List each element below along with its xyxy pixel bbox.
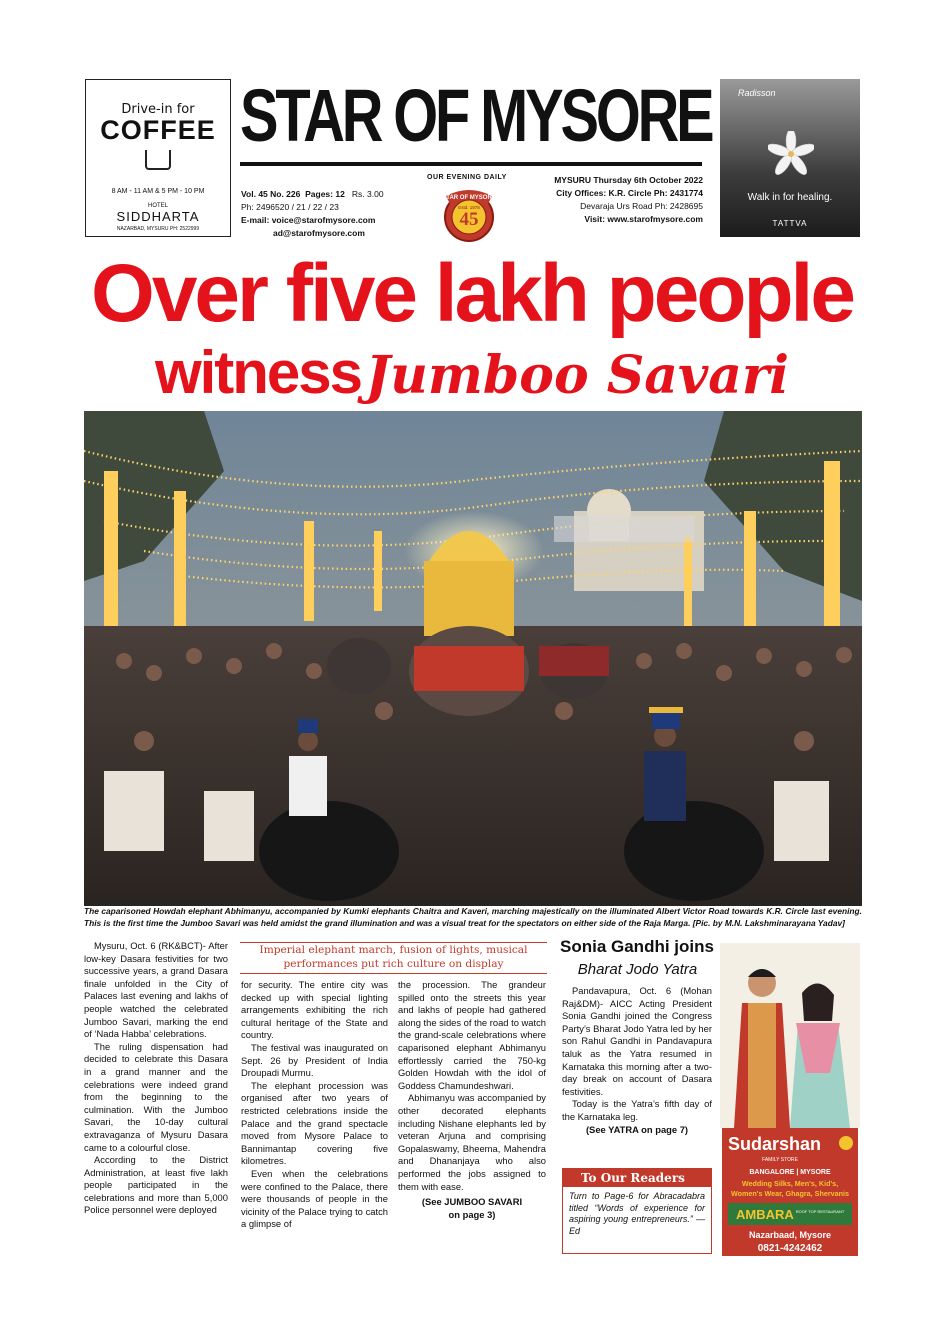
ad-hotel-address: NAZARBAD, MYSURU PH: 2522999 xyxy=(116,226,200,232)
story-paragraph: Abhimanyu was accompanied by other decorated elephants including Nishane elephants led by veteran Arjuna and comprising Gopalaswamy, Bheema, Mahendra and Dhananjaya who also performed the jobs assigned to them with ease. xyxy=(398,1092,546,1192)
issue-info xyxy=(241,188,431,240)
sudarshan-ad[interactable] xyxy=(720,943,860,1258)
sonia-jump-link[interactable]: (See YATRA on page 7) xyxy=(585,1123,689,1135)
photo-caption: The caparisoned Howdah elephant Abhimanyu, accompanied by Kumki elephants Chaitra and Kaveri, marching majestically on the illuminated Albert Victor Road towards K.R. Circle last evening. This is the first time the Jumboo Savari was held amidst the grand illumination and was a visual treat for the spectators on either side of the Raja Marga. [Pic. by M.N. Lakshminarayana Yadav] xyxy=(84,906,862,928)
anniversary-logo xyxy=(432,184,506,246)
price: Rs. 3.00 xyxy=(351,189,384,199)
jump-text-2: on page 3) xyxy=(448,1208,496,1220)
coffee-cup-icon xyxy=(145,150,171,170)
ambara-name: AMBARA xyxy=(736,1207,794,1222)
logo-top-text: STAR OF MYSORE xyxy=(442,195,496,201)
tagline: OUR EVENING DAILY xyxy=(427,174,507,181)
story-column-1 xyxy=(84,940,228,1217)
headline-witness: witness xyxy=(154,339,362,406)
office-1: City Offices: K.R. Circle Ph: 2431774 xyxy=(556,188,703,198)
ad-coffee-text: COFFEE xyxy=(100,115,216,145)
logo-number: 45 xyxy=(459,209,479,230)
lead-photo[interactable] xyxy=(84,411,862,906)
sudarshan-cities: BANGALORE | MYSORE xyxy=(749,1169,831,1176)
headline-line-2 xyxy=(82,338,862,407)
website: Visit: www.starofmysore.com xyxy=(584,214,703,224)
vol-no: Vol. 45 No. 226 xyxy=(241,189,301,199)
story-column-2 xyxy=(241,979,388,1231)
sonia-subhead: Bharat Jodo Yatra xyxy=(577,961,698,978)
story-kicker: Imperial elephant march, fusion of lights, musical performances put rich culture on display xyxy=(240,942,547,974)
sudarshan-ad-artwork xyxy=(720,943,860,1258)
headline-jumboo-savari: Jumboo Savari xyxy=(365,345,790,406)
ad-hours: 8 AM - 11 AM & 5 PM - 10 PM xyxy=(111,188,205,195)
headline-line-1: Over five lakh people xyxy=(91,248,853,339)
office-2: Devaraja Urs Road Ph: 2428695 xyxy=(580,201,703,211)
ad-hotel-name: SIDDHARTA xyxy=(116,209,200,224)
sudarshan-brand: Sudarshan xyxy=(728,1134,822,1154)
radisson-tagline: Walk in for healing. xyxy=(747,192,833,203)
sudarshan-phone: 0821-4242462 xyxy=(757,1243,823,1254)
lily-flower-icon xyxy=(768,131,814,177)
logo-years: Estd. 1978 xyxy=(458,205,480,210)
radisson-brand: Radisson xyxy=(738,88,776,98)
jump-text-1: (See JUMBOO SAVARI xyxy=(421,1196,523,1208)
story-paragraph: The ruling dispensation had decided to celebrate this Dasara in a grand manner and the celebrations were indeed grand from the beginning to the culmination. With the Jumboo Savari, the 10-day cultural extravaganza of Mysuru Dasara came to a colourful close. xyxy=(84,1040,228,1153)
procession-illustration xyxy=(84,411,862,906)
masthead-rule xyxy=(240,162,702,166)
story-paragraph: Even when the celebrations were confined to the Palace, there were thousands of people in the vicinity of the Palace trying to catch a glimpse of xyxy=(241,1167,388,1230)
story-paragraph: The festival was inaugurated on Sept. 26 by President of India Droupadi Murmu. xyxy=(241,1041,388,1079)
phones: Ph: 2496520 / 21 / 22 / 23 xyxy=(241,202,339,212)
sudarshan-line1: Wedding Silks, Men's, Kid's, xyxy=(741,1179,839,1188)
readers-body: Turn to Page-6 for Abracadabra titled “Words of experience for aspiring young entrepreneurs.” —Ed xyxy=(569,1191,705,1236)
story-paragraph: Mysuru, Oct. 6 (RK&BCT)- After low-key Dasara festivities for two successive years, a grand Dasara finale unfolded in the City of Palaces last evening and lakhs of people watched the celebrated Jumboo Savari, marking the end of ‘Nada Habba’ celebrations. xyxy=(84,940,228,1040)
story-paragraph: The elephant procession was organised after two years of restricted celebrations inside the Palace and the grand spectacle moved from Mysore Palace to Bannimantap covering five kilometres. xyxy=(241,1079,388,1167)
sudarshan-location: Nazarbaad, Mysore xyxy=(748,1230,832,1240)
sonia-headline: Sonia Gandhi joins xyxy=(560,937,714,956)
ambara-rooftop: ROOF TOP RESTAURANT xyxy=(795,1209,845,1214)
tattva-name: TATTVA xyxy=(772,219,808,228)
story-paragraph: Pandavapura, Oct. 6 (Mohan Raj&DM)- AICC Acting President Sonia Gandhi joined the Congress Party’s Bharat Jodo Yatra led by her son Rahul Gandhi in Pandavapura taluk as the Yatra resumed in Karnataka this morning after a two-day break on account of Dasara festivities. xyxy=(562,985,712,1097)
sudarshan-line2: Women's Wear, Ghagra, Shervanis xyxy=(730,1189,850,1198)
ad-drive-in-text: Drive-in for xyxy=(121,102,195,117)
sonia-body xyxy=(562,985,712,1136)
story-paragraph: According to the District Administration, at least five lakh people participated in the celebrations and more than 5,000 Police personnel were deployed xyxy=(84,1154,228,1216)
pages: Pages: 12 xyxy=(305,189,345,199)
story-column-3 xyxy=(398,979,546,1221)
email: E-mail: voice@starofmysore.com xyxy=(241,215,376,225)
sudarshan-sub: FAMILY STORE xyxy=(762,1157,798,1163)
ad-hotel-label: HOTEL xyxy=(147,203,168,209)
story-paragraph: Today is the Yatra’s fifth day of the Karnataka leg. xyxy=(562,1098,712,1122)
story-paragraph: the procession. The grandeur spilled onto the streets this year and lakhs of people had gathered along the sides of the road to watch the grand-scale celebrations where caparisoned elephant Abhimanyu effortlessly carried the 750-kg Golden Howdah with the idol of Goddess Chamundeshwari. xyxy=(398,979,547,1091)
dateline: MYSURU Thursday 6th October 2022 xyxy=(554,175,703,185)
date-office-info xyxy=(508,174,703,226)
radisson-tattva-ad[interactable] xyxy=(720,79,860,237)
email-ad: ad@starofmysore.com xyxy=(273,228,365,238)
newspaper-title: STAR OF MYSORE xyxy=(240,74,712,157)
story-jump-link[interactable] xyxy=(398,1196,546,1221)
hotel-siddharta-ad[interactable] xyxy=(85,79,231,237)
story-paragraph: for security. The entire city was decked up with special lighting arrangements exhibiting the rich cultural heritage of the State and country. xyxy=(241,979,388,1041)
to-our-readers-box xyxy=(562,1168,712,1254)
readers-heading: To Our Readers xyxy=(563,1169,711,1187)
